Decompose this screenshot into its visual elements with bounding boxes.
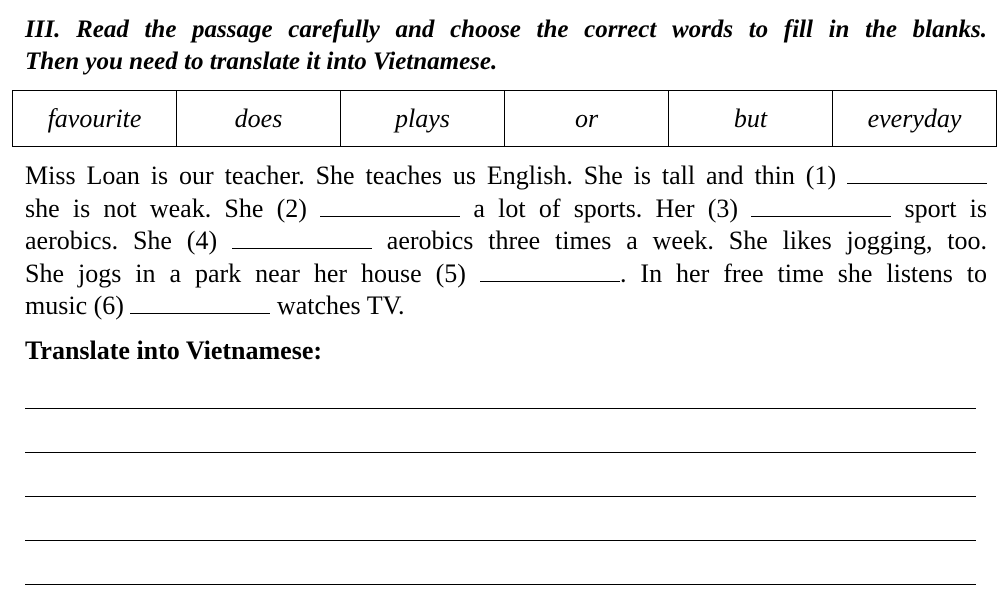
passage-text: She jogs in a park near her house (5): [25, 258, 466, 288]
word-option: plays: [341, 91, 505, 147]
passage-text: watches TV.: [276, 291, 405, 320]
passage-line: [25, 193, 987, 226]
translation-line[interactable]: [25, 540, 976, 541]
word-option: but: [669, 91, 833, 147]
instruction-line-1: III. Read the passage carefully and choose the correct words to fill in the blanks.: [25, 16, 987, 43]
instruction-line-2: Then you need to translate it into Vietnamese.: [25, 48, 498, 75]
passage-line: [25, 258, 987, 291]
exercise-instruction: [25, 14, 987, 78]
blank-3[interactable]: [751, 194, 891, 217]
blank-1[interactable]: [847, 161, 987, 184]
word-option: does: [177, 91, 341, 147]
translation-line[interactable]: [25, 496, 976, 497]
passage-text: a lot of sports. Her (3): [473, 193, 739, 223]
passage-text: Miss Loan is our teacher. She teaches us English. She is tall and thin (1): [25, 161, 837, 190]
translate-heading: Translate into Vietnamese:: [25, 336, 323, 365]
passage-text: music (6): [25, 291, 124, 320]
word-box: [12, 90, 997, 147]
translation-line[interactable]: [25, 452, 976, 453]
passage-line: [25, 290, 987, 323]
passage-text: she is not weak. She (2): [25, 193, 307, 223]
word-option: everyday: [833, 91, 997, 147]
word-option: or: [505, 91, 669, 147]
blank-4[interactable]: [232, 226, 372, 249]
translation-line[interactable]: [25, 408, 976, 409]
passage-text: aerobics. She (4): [25, 226, 218, 255]
reading-passage: [25, 160, 987, 323]
passage-line: [25, 160, 987, 193]
blank-5[interactable]: [480, 259, 620, 282]
word-option: favourite: [13, 91, 177, 147]
passage-text: . In her free time she listens to: [619, 258, 988, 288]
passage-line: [25, 225, 987, 258]
translation-line[interactable]: [25, 584, 976, 585]
blank-2[interactable]: [320, 194, 460, 217]
passage-text: sport is: [904, 193, 988, 223]
passage-text: aerobics three times a week. She likes jogging, too.: [386, 226, 988, 255]
blank-6[interactable]: [130, 291, 270, 314]
